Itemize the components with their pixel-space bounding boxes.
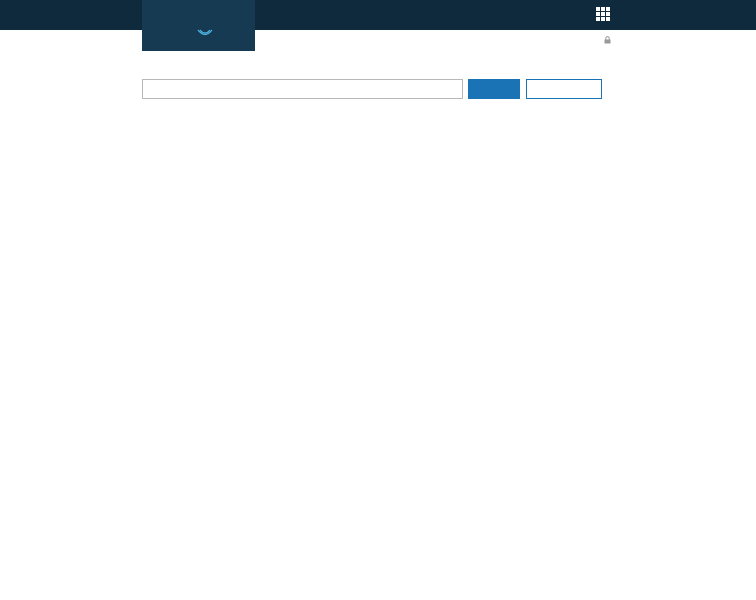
signal-arcs-icon	[196, 29, 214, 41]
firminform-logo[interactable]	[142, 0, 255, 51]
login-link[interactable]	[604, 36, 614, 44]
profisuche-button[interactable]	[526, 79, 602, 99]
lock-icon	[604, 36, 611, 44]
validatis-brand[interactable]	[596, 7, 614, 21]
top-bar	[0, 0, 756, 30]
search-input[interactable]	[142, 79, 463, 99]
validatis-grid-icon	[596, 7, 610, 21]
search-button[interactable]	[468, 79, 520, 99]
